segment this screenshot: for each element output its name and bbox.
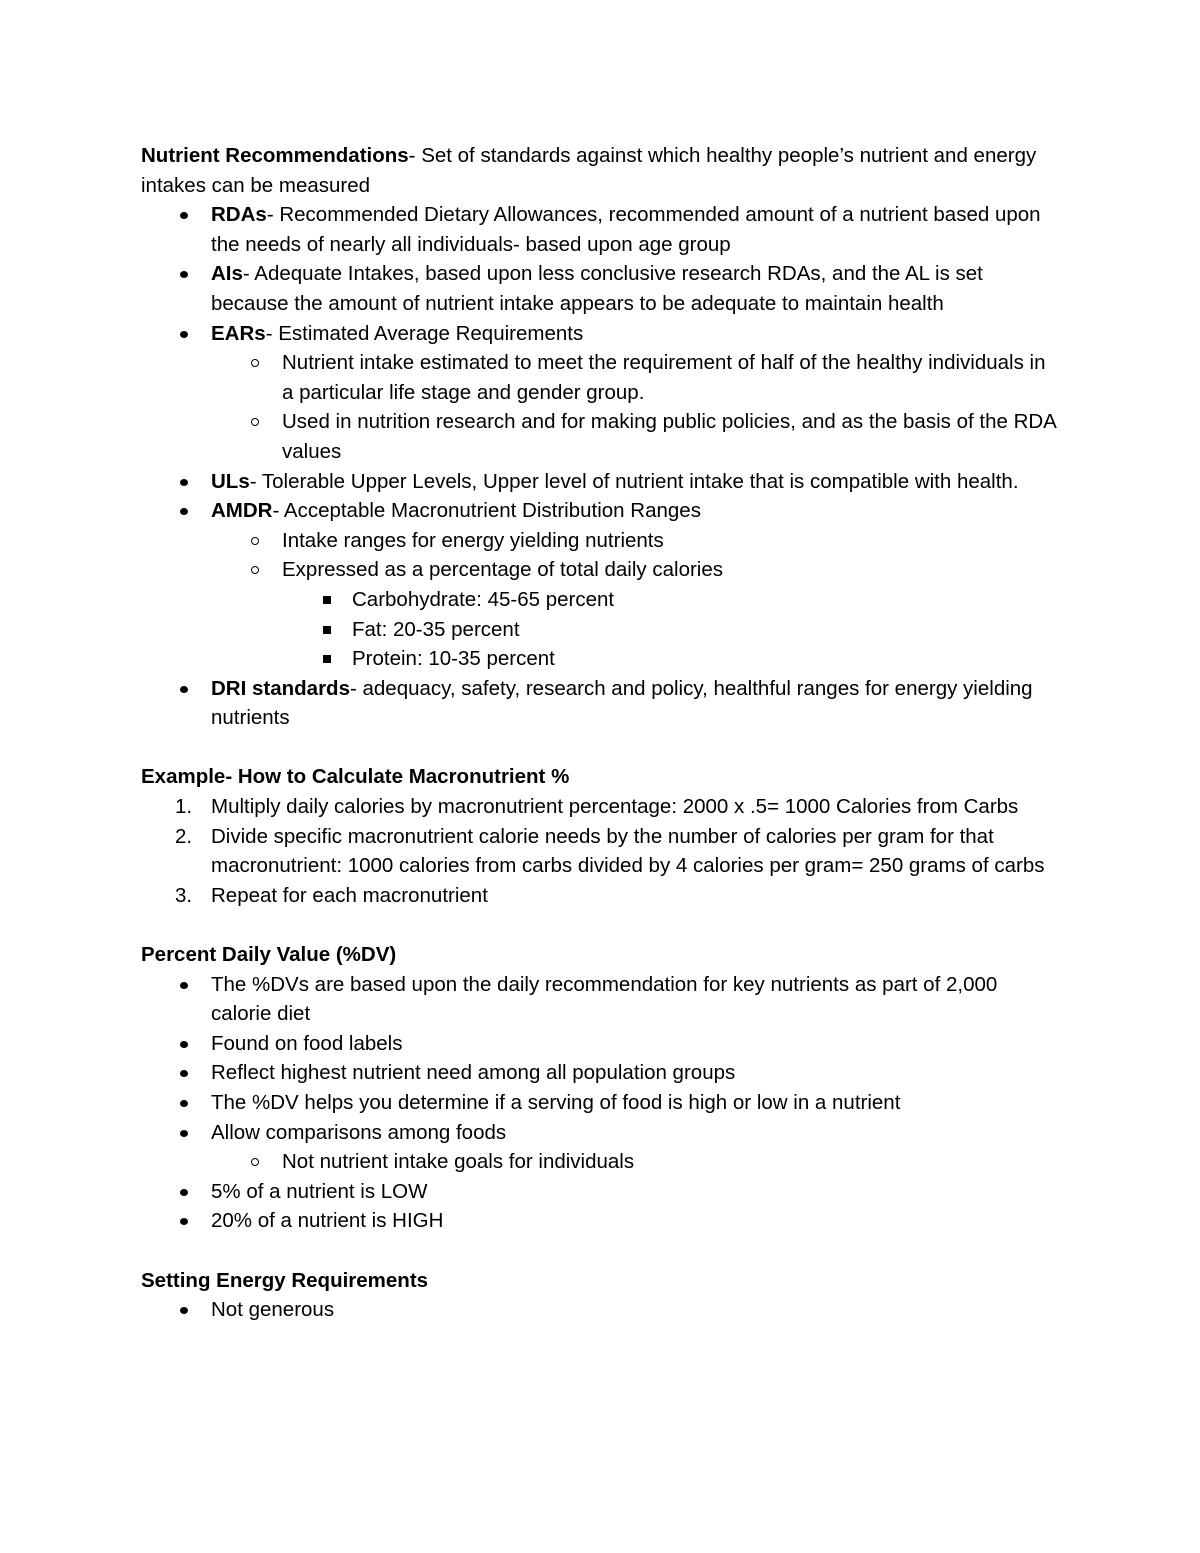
bullet-icon [180,212,188,219]
item-text: Fat: 20-35 percent [352,617,520,641]
item-text: Nutrient intake estimated to meet the requirement of half of the healthy individuals in a particular life stage and gender group. [282,351,1046,404]
item-text: The %DV helps you determine if a serving of food is high or low in a nutrient [211,1091,901,1114]
item-text: Not nutrient intake goals for individuals [282,1150,635,1174]
term: RDAs [211,203,267,227]
term: AIs [211,262,243,286]
item-text: - Adequate Intakes, based upon less conclusive research RDAs, and the AL is set because the amount of nutrient intake appears to be adequate to maintain health [211,262,983,315]
list-item [211,555,1061,673]
item-text: Repeat for each macronutrient [211,883,488,907]
circle-bullet-icon [251,566,259,574]
amdr-percent-sublist [282,585,1061,674]
example-steps-list [141,792,1061,910]
list-item [211,407,1061,466]
list-item-step-1 [141,792,1061,822]
ears-sublist [211,348,1061,466]
percent-daily-value-heading: Percent Daily Value (%DV) [141,943,397,967]
item-text: 5% of a nutrient is LOW [211,1179,428,1203]
bullet-icon [180,1189,188,1196]
list-item [141,1118,1061,1177]
list-item [141,1029,1061,1059]
circle-bullet-icon [251,537,259,545]
list-item [141,1088,1061,1118]
bullet-icon [180,271,188,278]
item-text: - adequacy, safety, research and policy, healthful ranges for energy yielding nutrients [211,676,1033,730]
bullet-icon [180,1218,188,1225]
definition: - Set of standards against which healthy people’s nutrient and energy intakes can be measured [141,144,1037,197]
step-number: 3. [175,883,193,907]
item-text: Intake ranges for energy yielding nutrients [282,528,664,552]
nutrient-recommendations-intro [141,141,1061,200]
bullet-icon [180,1130,188,1137]
comparisons-sublist [211,1147,1061,1177]
list-item-ais [141,259,1061,318]
step-number: 1. [175,795,193,819]
list-item [211,1147,1061,1177]
list-item-step-2 [141,822,1061,881]
bullet-icon [180,1307,188,1314]
item-text: Expressed as a percentage of total daily calories [282,558,724,582]
energy-requirements-list [141,1295,1061,1325]
bullet-icon [180,331,188,338]
step-number: 2. [175,824,193,848]
list-item [211,526,1061,556]
item-text: Multiply daily calories by macronutrient percentage: 2000 x .5= 1000 Calories from Carbs [211,795,1019,819]
bullet-icon [180,1070,188,1077]
bullet-icon [180,479,188,486]
item-text: 20% of a nutrient is HIGH [211,1209,444,1233]
list-item-dri-standards [141,674,1061,733]
amdr-sublist [211,526,1061,674]
nutrient-recommendations-list [141,200,1061,733]
item-text: Carbohydrate: 45-65 percent [352,587,615,611]
item-text: - Estimated Average Requirements [265,321,584,345]
bullet-icon [180,982,188,989]
list-item-amdr [141,496,1061,674]
item-text: - Acceptable Macronutrient Distribution Ranges [272,499,701,523]
list-item [282,644,1061,674]
example-heading: Example- How to Calculate Macronutrient % [141,765,570,789]
bullet-icon [180,1100,188,1107]
list-item [141,1058,1061,1088]
item-text: Reflect highest nutrient need among all population groups [211,1061,736,1085]
spacer [141,910,1061,940]
square-bullet-icon [323,596,331,604]
circle-bullet-icon [251,418,259,426]
item-text: - Recommended Dietary Allowances, recommended amount of a nutrient based upon the needs of nearly all individuals- based upon age group [211,203,1041,256]
circle-bullet-icon [251,1158,259,1166]
item-text: The %DVs are based upon the daily recommendation for key nutrients as part of 2,000 calorie diet [211,972,998,1026]
list-item [141,970,1061,1029]
list-item [141,1295,1061,1325]
list-item-uls [141,467,1061,497]
term: Nutrient Recommendations [141,144,409,167]
bullet-icon [180,508,188,515]
circle-bullet-icon [251,359,259,367]
list-item-step-3 [141,881,1061,911]
item-text: - Tolerable Upper Levels, Upper level of nutrient intake that is compatible with health. [249,469,1019,493]
bullet-icon [180,1041,188,1048]
energy-requirements-heading: Setting Energy Requirements [141,1268,429,1292]
term: EARs [211,321,266,345]
square-bullet-icon [323,626,331,634]
bullet-icon [180,686,188,693]
spacer [141,1236,1061,1266]
item-text: Used in nutrition research and for making public policies, and as the basis of the RDA values [282,410,1056,463]
term: ULs [211,469,250,493]
list-item [141,1206,1061,1236]
item-text: Allow comparisons among foods [211,1120,507,1144]
item-text: Found on food labels [211,1031,403,1055]
list-item [141,1177,1061,1207]
document-page [141,141,1061,1325]
item-text: Not generous [211,1298,335,1322]
item-text: Divide specific macronutrient calorie needs by the number of calories per gram for that macronutrient: 1000 calories from carbs divided by 4 calories per gram= 250 grams of carbs [211,824,1045,878]
list-item [211,348,1061,407]
list-item-ears [141,319,1061,467]
list-item [282,615,1061,645]
list-item [282,585,1061,615]
percent-daily-value-list [141,970,1061,1236]
square-bullet-icon [323,655,331,663]
spacer [141,733,1061,763]
item-text: Protein: 10-35 percent [352,647,555,671]
term: AMDR [211,499,273,523]
term: DRI standards [211,676,350,700]
list-item-rdas [141,200,1061,259]
